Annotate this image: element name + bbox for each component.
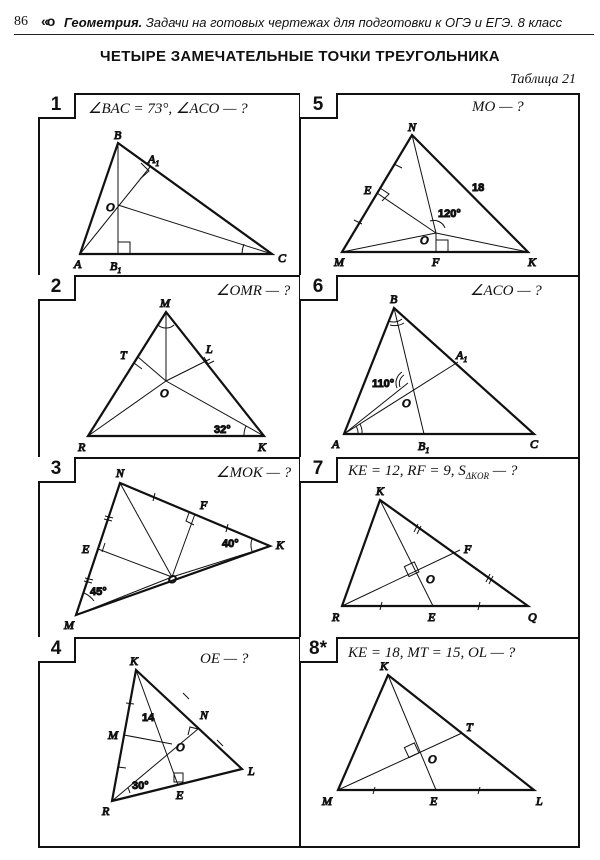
problem-number: 8* — [300, 637, 338, 663]
problem-question: KE = 18, MT = 15, OL — ? — [348, 645, 516, 661]
vertex-label-R: R — [78, 440, 86, 454]
point-label-O: O — [402, 396, 411, 410]
angle-label: 120° — [438, 208, 461, 220]
point-label-E: E — [428, 610, 436, 624]
vertex-label-A: A — [74, 257, 82, 271]
vertex-label-K: K — [380, 659, 389, 673]
problem-cell-6 — [300, 275, 580, 458]
point-label-F: F — [432, 255, 440, 269]
vertex-label-A: A — [332, 437, 340, 451]
angle-label: 30° — [132, 780, 149, 792]
point-label-O: O — [426, 572, 435, 586]
problem-question: KE = 12, RF = 9, $S_{\Delta KOR}$ — ? — [348, 463, 518, 481]
point-label-O: O — [106, 200, 115, 214]
vertex-label-B: B — [114, 128, 122, 142]
triangle-figure-7 — [300, 457, 580, 638]
vertex-label-A1: $A_1$ — [148, 152, 160, 168]
point-label-O: O — [160, 386, 169, 400]
series-subtitle: Задачи на готовых чертежах для подготовки к ОГЭ и ЕГЭ. 8 класс — [142, 15, 563, 30]
point-label-E: E — [430, 794, 438, 808]
problem-question: MO — ? — [472, 99, 524, 115]
problem-number: 6 — [300, 275, 338, 301]
point-label-F: F — [464, 542, 472, 556]
problem-cell-4 — [38, 637, 300, 848]
vertex-label-M: M — [334, 255, 344, 269]
problem-question: ∠ACO — ? — [470, 283, 542, 299]
point-label-O: O — [420, 233, 429, 247]
vertex-label-K: K — [130, 654, 139, 668]
problem-number: 1 — [38, 93, 76, 119]
vertex-label-R: R — [332, 610, 340, 624]
problem-number: 3 — [38, 457, 76, 483]
problem-question: OE — ? — [200, 651, 249, 667]
point-label-T: T — [466, 720, 473, 734]
point-label-E: E — [176, 788, 184, 802]
problem-number: 2 — [38, 275, 76, 301]
point-label-A1: $A_1$ — [456, 348, 468, 364]
triangle-figure-4 — [38, 637, 300, 848]
point-label-E: E — [82, 542, 90, 556]
angle-label: 32° — [214, 424, 231, 436]
series-subject: Геометрия. — [64, 15, 143, 30]
page-header — [14, 10, 594, 35]
problem-question: ∠MOK — ? — [216, 465, 292, 481]
point-label-B1: $B_1$ — [418, 439, 430, 455]
side-length-label: 18 — [472, 182, 485, 194]
triangle-figure-8 — [300, 637, 580, 848]
triangle-figure-2 — [38, 275, 300, 458]
problem-cell-5 — [300, 93, 580, 276]
point-label-L: L — [206, 342, 213, 356]
point-label-O: O — [176, 740, 185, 754]
vertex-label-M: M — [322, 794, 332, 808]
point-label-O: O — [168, 572, 177, 586]
point-label-E: E — [364, 183, 372, 197]
problem-cell-2 — [38, 275, 300, 458]
page-number: 86 — [14, 14, 28, 29]
problem-question: ∠OMR — ? — [216, 283, 291, 299]
triangle-figure-3 — [38, 457, 300, 638]
vertex-label-L: L — [536, 794, 543, 808]
problem-cell-8 — [300, 637, 580, 848]
point-label-T: T — [120, 348, 127, 362]
vertex-label-Q: Q — [528, 610, 537, 624]
vertex-label-B: B — [390, 292, 398, 306]
vertex-label-C: C — [278, 251, 287, 265]
vertex-label-M: M — [64, 618, 74, 632]
table-label: Таблица 21 — [510, 72, 576, 87]
vertex-label-K: K — [528, 255, 537, 269]
problem-cell-1 — [38, 93, 300, 276]
angle-label-K: 40° — [222, 538, 239, 550]
angle-label: 110° — [372, 378, 395, 390]
vertex-label-N: N — [116, 466, 125, 480]
problem-cell-7 — [300, 457, 580, 638]
vertex-label-N: N — [408, 120, 417, 134]
vertex-label-M: M — [160, 296, 170, 310]
point-label-N: N — [200, 708, 209, 722]
point-label-M: M — [108, 728, 118, 742]
vertex-label-K: K — [376, 484, 385, 498]
vertex-label-R: R — [102, 804, 110, 818]
point-label-F: F — [200, 498, 208, 512]
vertex-label-K: K — [258, 440, 267, 454]
section-mark: «о — [41, 13, 54, 29]
point-label-O: O — [428, 752, 437, 766]
triangle-figure-5 — [300, 93, 580, 276]
problem-question: ∠BAC = 73°, ∠ACO — ? — [88, 101, 248, 117]
vertex-label-C: C — [530, 437, 539, 451]
vertex-label-K: K — [276, 538, 285, 552]
vertex-label-L: L — [248, 764, 255, 778]
triangle-figure-1 — [38, 93, 300, 276]
length-label: 14 — [142, 712, 155, 724]
problem-cell-3 — [38, 457, 300, 638]
problem-number: 5 — [300, 93, 338, 119]
problem-number: 4 — [38, 637, 76, 663]
vertex-label-B1: $B_1$ — [110, 259, 122, 275]
book-series-title — [64, 15, 562, 30]
triangle-figure-6 — [300, 275, 580, 458]
angle-label-M: 45° — [90, 586, 107, 598]
problem-number: 7 — [300, 457, 338, 483]
page-title: ЧЕТЫРЕ ЗАМЕЧАТЕЛЬНЫЕ ТОЧКИ ТРЕУГОЛЬНИКА — [100, 48, 500, 65]
